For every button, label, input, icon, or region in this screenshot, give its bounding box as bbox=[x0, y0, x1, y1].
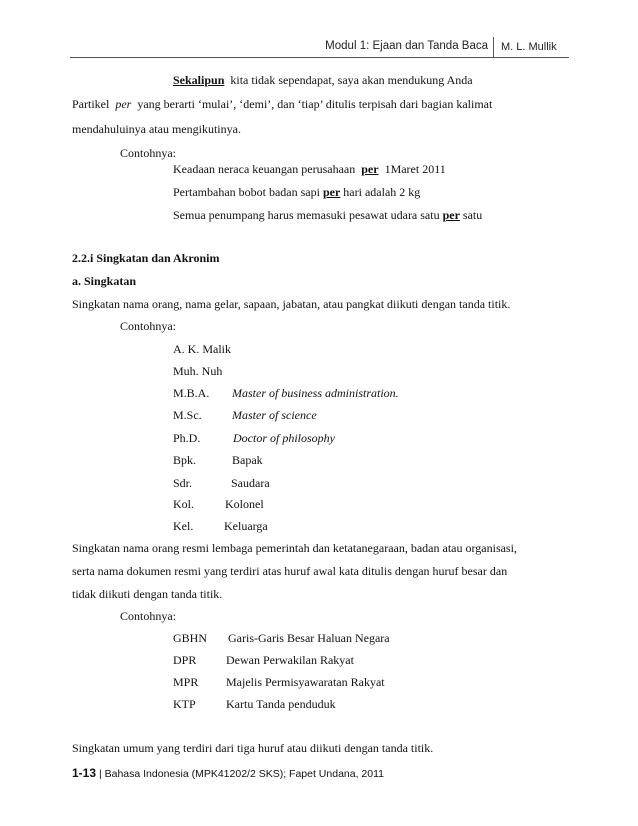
abbr-meaning: Majelis Permisyawaratan Rakyat bbox=[226, 675, 385, 689]
abbr-item: Kol. bbox=[173, 497, 194, 511]
example-per-1-term: per bbox=[361, 162, 379, 176]
contohnya-label-1: Contohnya: bbox=[120, 146, 176, 160]
abbr-meaning: Dewan Perwakilan Rakyat bbox=[226, 653, 354, 667]
section-heading: 2.2.i Singkatan dan Akronim bbox=[72, 251, 220, 265]
rule-2-line1: Singkatan nama orang resmi lembaga pemerintah dan ketatanegaraan, badan atau organisasi, bbox=[72, 541, 517, 555]
paragraph-partikel-line1 bbox=[72, 97, 492, 112]
abbr-item: GBHN bbox=[173, 631, 208, 645]
abbr-item: MPR bbox=[173, 675, 199, 689]
abbr-meaning: Kolonel bbox=[225, 497, 264, 511]
header-rule bbox=[70, 57, 569, 58]
abbr-item: Ph.D. bbox=[173, 431, 201, 445]
abbr-item: A. K. Malik bbox=[173, 342, 231, 356]
abbr-meaning: Doctor of philosophy bbox=[233, 431, 335, 445]
abbr-item: M.Sc. bbox=[173, 408, 202, 422]
example-per-1 bbox=[173, 162, 446, 177]
abbr-meaning: Saudara bbox=[231, 476, 270, 490]
abbr-item: Sdr. bbox=[173, 476, 193, 490]
rule-2-line2: serta nama dokumen resmi yang terdiri atas huruf awal kata ditulis dengan huruf besar dan bbox=[72, 564, 508, 578]
page-footer bbox=[72, 766, 384, 780]
sub-heading: a. Singkatan bbox=[72, 274, 137, 288]
abbr-meaning: Garis-Garis Besar Haluan Negara bbox=[228, 631, 390, 645]
abbr-meaning: Master of business administration. bbox=[232, 386, 399, 400]
abbr-item: Bpk. bbox=[173, 453, 197, 467]
rule-2-line3: tidak diikuti dengan tanda titik. bbox=[72, 587, 223, 601]
abbr-item: Muh. Nuh bbox=[173, 364, 223, 378]
abbr-meaning: Bapak bbox=[232, 453, 263, 467]
term-sekalipun: Sekalipun bbox=[173, 73, 225, 87]
example-per-2-pre: Pertambahan bobot badan sapi bbox=[173, 185, 320, 199]
example-per-1-post: 1Maret 2011 bbox=[384, 162, 446, 176]
abbr-meaning: Master of science bbox=[232, 408, 317, 422]
rule-1-text: Singkatan nama orang, nama gelar, sapaan, jabatan, atau pangkat diikuti dengan tanda titik. bbox=[72, 297, 511, 311]
paragraph-partikel-line2: mendahuluinya atau mengikutinya. bbox=[72, 122, 241, 136]
abbr-item: KTP bbox=[173, 697, 196, 711]
footer-text: | Bahasa Indonesia (MPK41202/2 SKS); Fapet Undana, 2011 bbox=[98, 768, 385, 780]
paragraph-partikel-pre: Partikel bbox=[72, 97, 110, 111]
example-per-2-post: hari adalah 2 kg bbox=[343, 185, 421, 199]
example-sekalipun bbox=[173, 73, 473, 88]
abbr-item: M.B.A. bbox=[173, 386, 210, 400]
example-per-2 bbox=[173, 185, 420, 200]
page-number: 1-13 bbox=[72, 766, 97, 780]
example-per-3-pre: Semua penumpang harus memasuki pesawat udara satu bbox=[173, 208, 440, 222]
term-per: per bbox=[115, 97, 132, 111]
abbr-item: Kel. bbox=[173, 519, 194, 533]
abbr-meaning: Keluarga bbox=[224, 519, 268, 533]
paragraph-partikel-rest: yang berarti ‘mulai’, ‘demi’, dan ‘tiap’ ditulis terpisah dari bagian kalimat bbox=[137, 97, 493, 111]
example-per-2-term: per bbox=[322, 185, 341, 199]
running-header-author: M. L. Mullik bbox=[493, 37, 569, 57]
example-per-3 bbox=[173, 208, 482, 223]
contohnya-label-3: Contohnya: bbox=[120, 609, 176, 623]
example-per-1-pre: Keadaan neraca keuangan perusahaan bbox=[173, 162, 356, 176]
rule-3-text: Singkatan umum yang terdiri dari tiga huruf atau diikuti dengan tanda titik. bbox=[72, 741, 434, 755]
abbr-meaning: Kartu Tanda penduduk bbox=[226, 697, 336, 711]
running-header-title: Modul 1: Ejaan dan Tanda Baca bbox=[325, 40, 488, 52]
example-per-3-term: per bbox=[442, 208, 460, 222]
abbr-item: DPR bbox=[173, 653, 197, 667]
example-per-3-post: satu bbox=[462, 208, 483, 222]
example-sekalipun-text: kita tidak sependapat, saya akan mendukung Anda bbox=[230, 73, 473, 87]
contohnya-label-2: Contohnya: bbox=[120, 319, 176, 333]
